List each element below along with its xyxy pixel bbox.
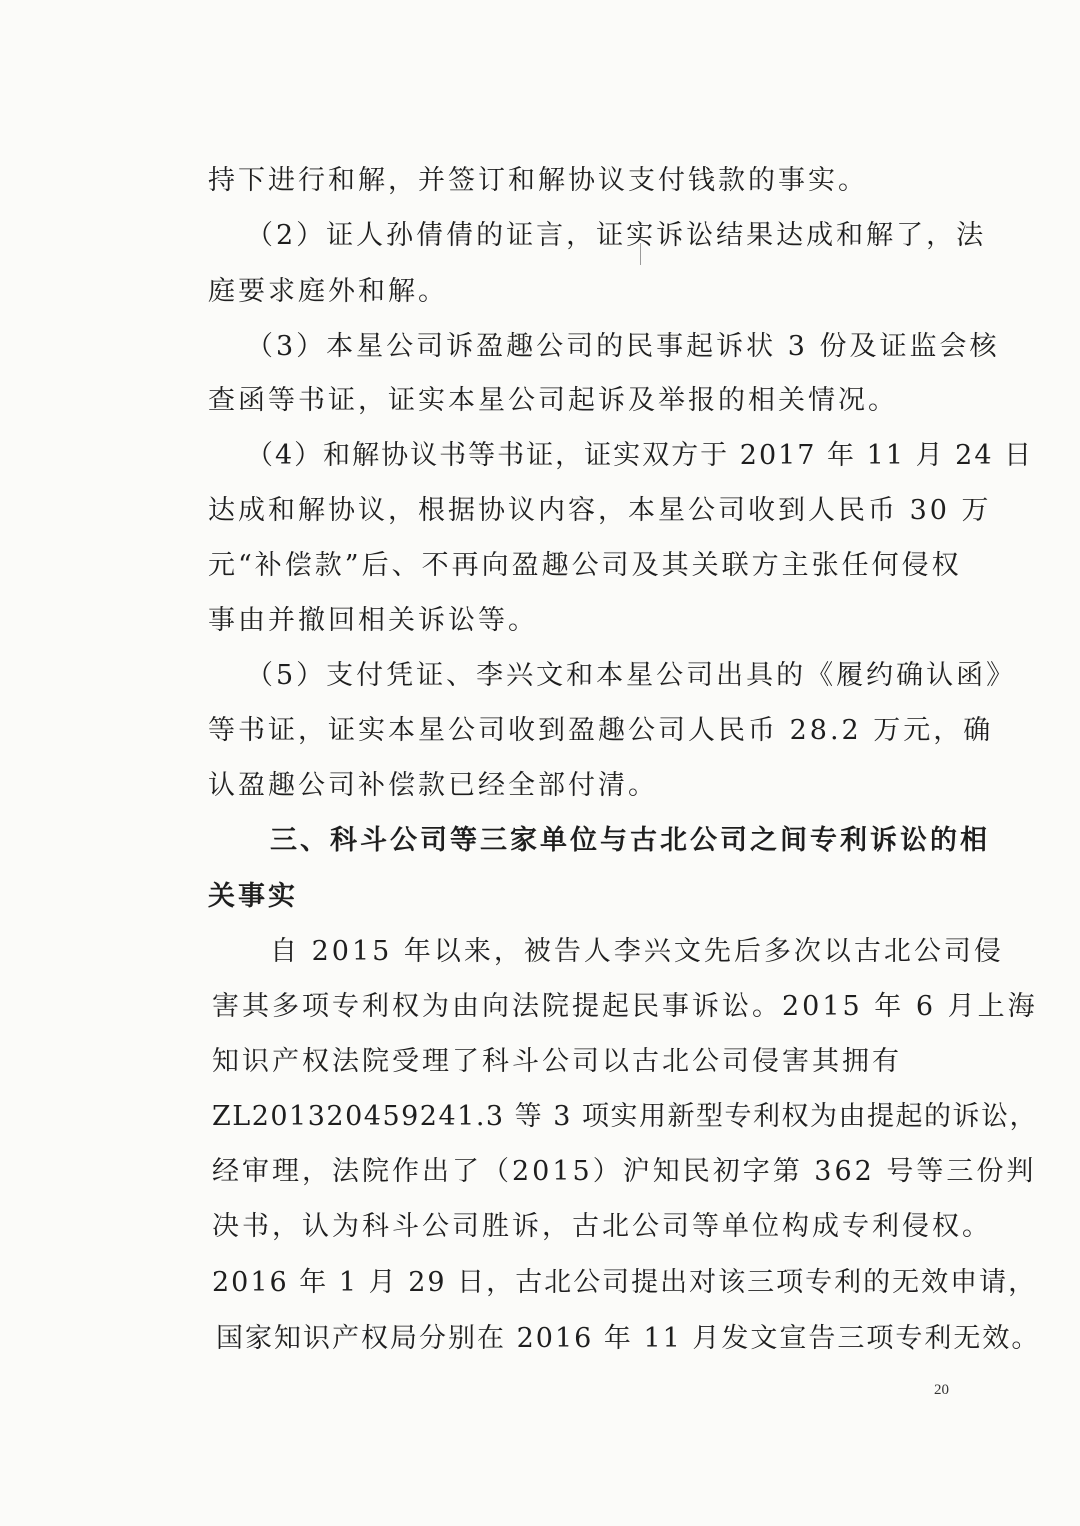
text-line-10: （5）支付凭证、李兴文和本星公司出具的《履约确认函》 — [246, 660, 1017, 691]
text-line-11: 等书证，证实本星公司收到盈趣公司人民币 28.2 万元，确 — [208, 715, 994, 746]
text-line-21: 2016 年 1 月 29 日，古北公司提出对该三项专利的无效申请， — [212, 1267, 1038, 1298]
page-number: 20 — [934, 1382, 949, 1398]
text-line-18: ZL201320459241.3 等 3 项实用新型专利权为由提起的诉讼， — [212, 1101, 1039, 1132]
text-line-16: 害其多项专利权为由向法院提起民事诉讼。2015 年 6 月上海 — [212, 991, 1038, 1022]
text-line-19: 经审理，法院作出了（2015）沪知民初字第 362 号等三份判 — [212, 1156, 1037, 1187]
text-line-4: （3）本星公司诉盈趣公司的民事起诉状 3 份及证监会核 — [246, 331, 1000, 362]
text-line-5: 查函等书证，证实本星公司起诉及举报的相关情况。 — [208, 385, 898, 416]
text-line-6: （4）和解协议书等书证，证实双方于 2017 年 11 月 24 日 — [246, 440, 1034, 471]
text-line-1: 持下进行和解，并签订和解协议支付钱款的事实。 — [208, 165, 868, 196]
text-line-17: 知识产权法院受理了科斗公司以古北公司侵害其拥有 — [212, 1046, 902, 1077]
text-line-12: 认盈趣公司补偿款已经全部付清。 — [208, 770, 658, 801]
text-line-3: 庭要求庭外和解。 — [208, 276, 448, 307]
section-heading-line-2: 关事实 — [208, 881, 298, 912]
text-line-22: 国家知识产权局分别在 2016 年 11 月发文宣告三项专利无效。 — [216, 1323, 1041, 1354]
text-line-20: 决书，认为科斗公司胜诉，古北公司等单位构成专利侵权。 — [212, 1211, 992, 1242]
text-line-9: 事由并撤回相关诉讼等。 — [208, 605, 538, 636]
text-line-15: 自 2015 年以来，被告人李兴文先后多次以古北公司侵 — [270, 936, 1004, 967]
text-line-7: 达成和解协议，根据协议内容，本星公司收到人民币 30 万 — [208, 495, 992, 526]
section-heading-line-1: 三、科斗公司等三家单位与古北公司之间专利诉讼的相 — [270, 825, 990, 856]
text-line-8: 元“补偿款”后、不再向盈趣公司及其关联方主张任何侵权 — [208, 550, 962, 581]
text-line-2: （2）证人孙倩倩的证言，证实诉讼结果达成和解了，法 — [246, 220, 987, 251]
